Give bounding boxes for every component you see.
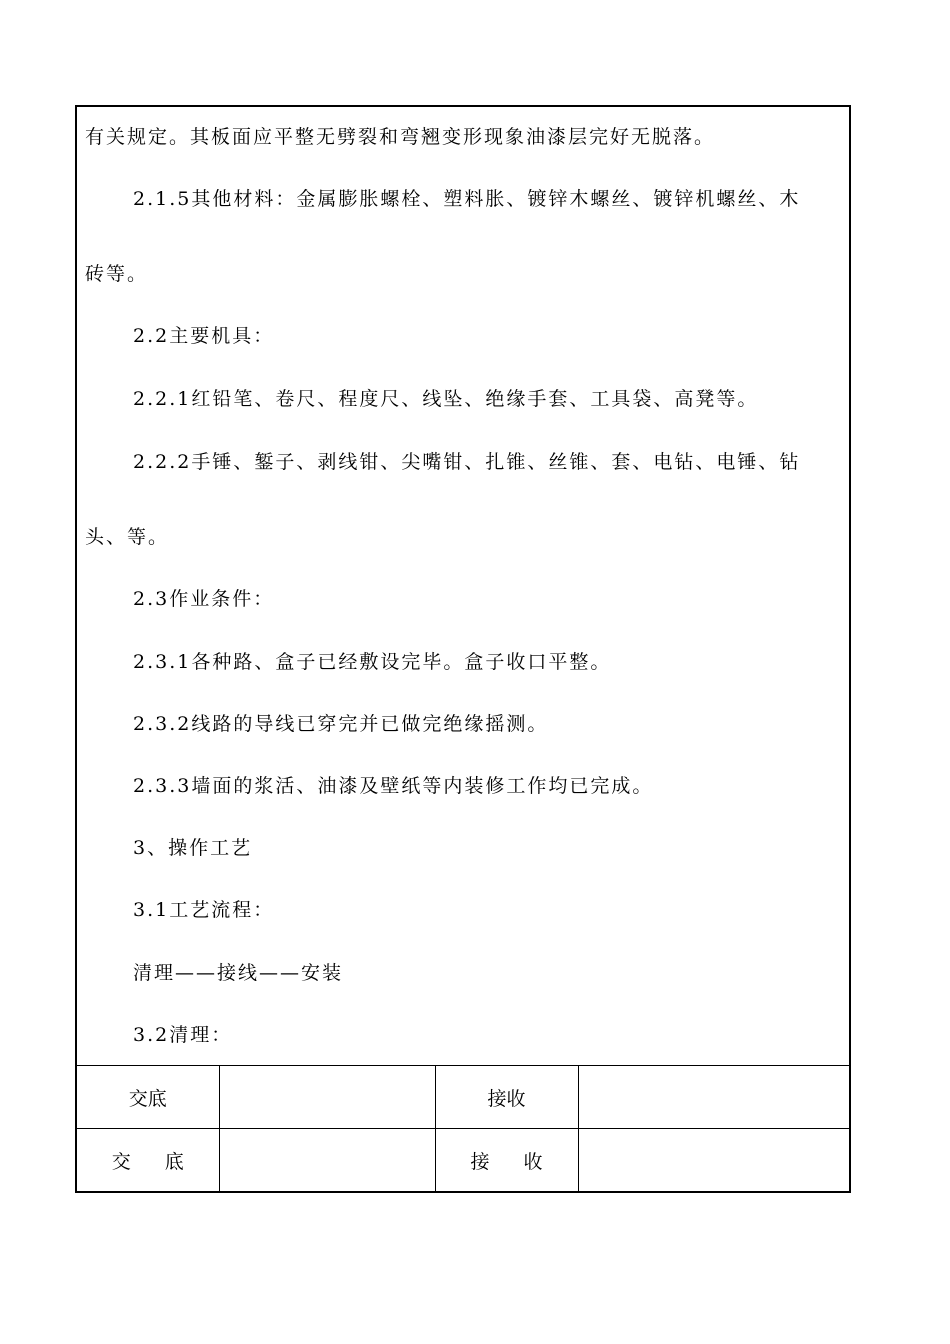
handover-value-cell [219, 1066, 435, 1129]
handover-label [77, 1129, 219, 1192]
text-line-2: 2.1.5其他材料：金属膨胀螺栓、塑料胀、镀锌木螺丝、镀锌机螺丝、木 [133, 188, 801, 210]
text-line-15: 3.2清理： [133, 1024, 233, 1046]
text-line-11: 2.3.3墙面的浆活、油漆及壁纸等内装修工作均已完成。 [133, 775, 654, 797]
text-line-5: 2.2.1红铅笔、卷尺、程度尺、线坠、绝缘手套、工具袋、高凳等。 [133, 388, 759, 410]
text-line-13: 3.1工艺流程： [133, 899, 275, 921]
text-line-9: 2.3.1各种路、盒子已经敷设完毕。盒子收口平整。 [133, 651, 612, 673]
text-line-6: 2.2.2手锤、錾子、剥线钳、尖嘴钳、扎锥、丝锥、套、电钻、电锤、钻 [133, 451, 801, 473]
receiver-value-cell [578, 1129, 849, 1192]
handover-value-cell [219, 1129, 435, 1192]
receiver-value-cell [578, 1066, 849, 1129]
receiver-label-text: 接收 [470, 1150, 577, 1173]
text-line-4: 2.2主要机具： [133, 325, 275, 347]
text-line-1: 有关规定。其板面应平整无劈裂和弯翘变形现象油漆层完好无脱落。 [85, 126, 716, 148]
text-line-12: 3、操作工艺 [133, 837, 253, 859]
text-line-7: 头、等。 [85, 526, 170, 548]
signature-row [77, 1066, 849, 1129]
signature-row [77, 1129, 849, 1192]
text-line-3: 砖等。 [85, 263, 149, 285]
document-frame [75, 105, 851, 1193]
handover-label-text: 交底 [111, 1150, 218, 1173]
text-line-10: 2.3.2线路的导线已穿完并已做完绝缘摇测。 [133, 713, 549, 735]
receiver-label [435, 1129, 578, 1192]
text-line-8: 2.3作业条件： [133, 588, 275, 610]
signature-table [77, 1065, 849, 1191]
text-line-14: 清理——接线——安装 [133, 962, 344, 984]
handover-label: 交底 [77, 1066, 219, 1129]
receiver-label: 接收 [435, 1066, 578, 1129]
